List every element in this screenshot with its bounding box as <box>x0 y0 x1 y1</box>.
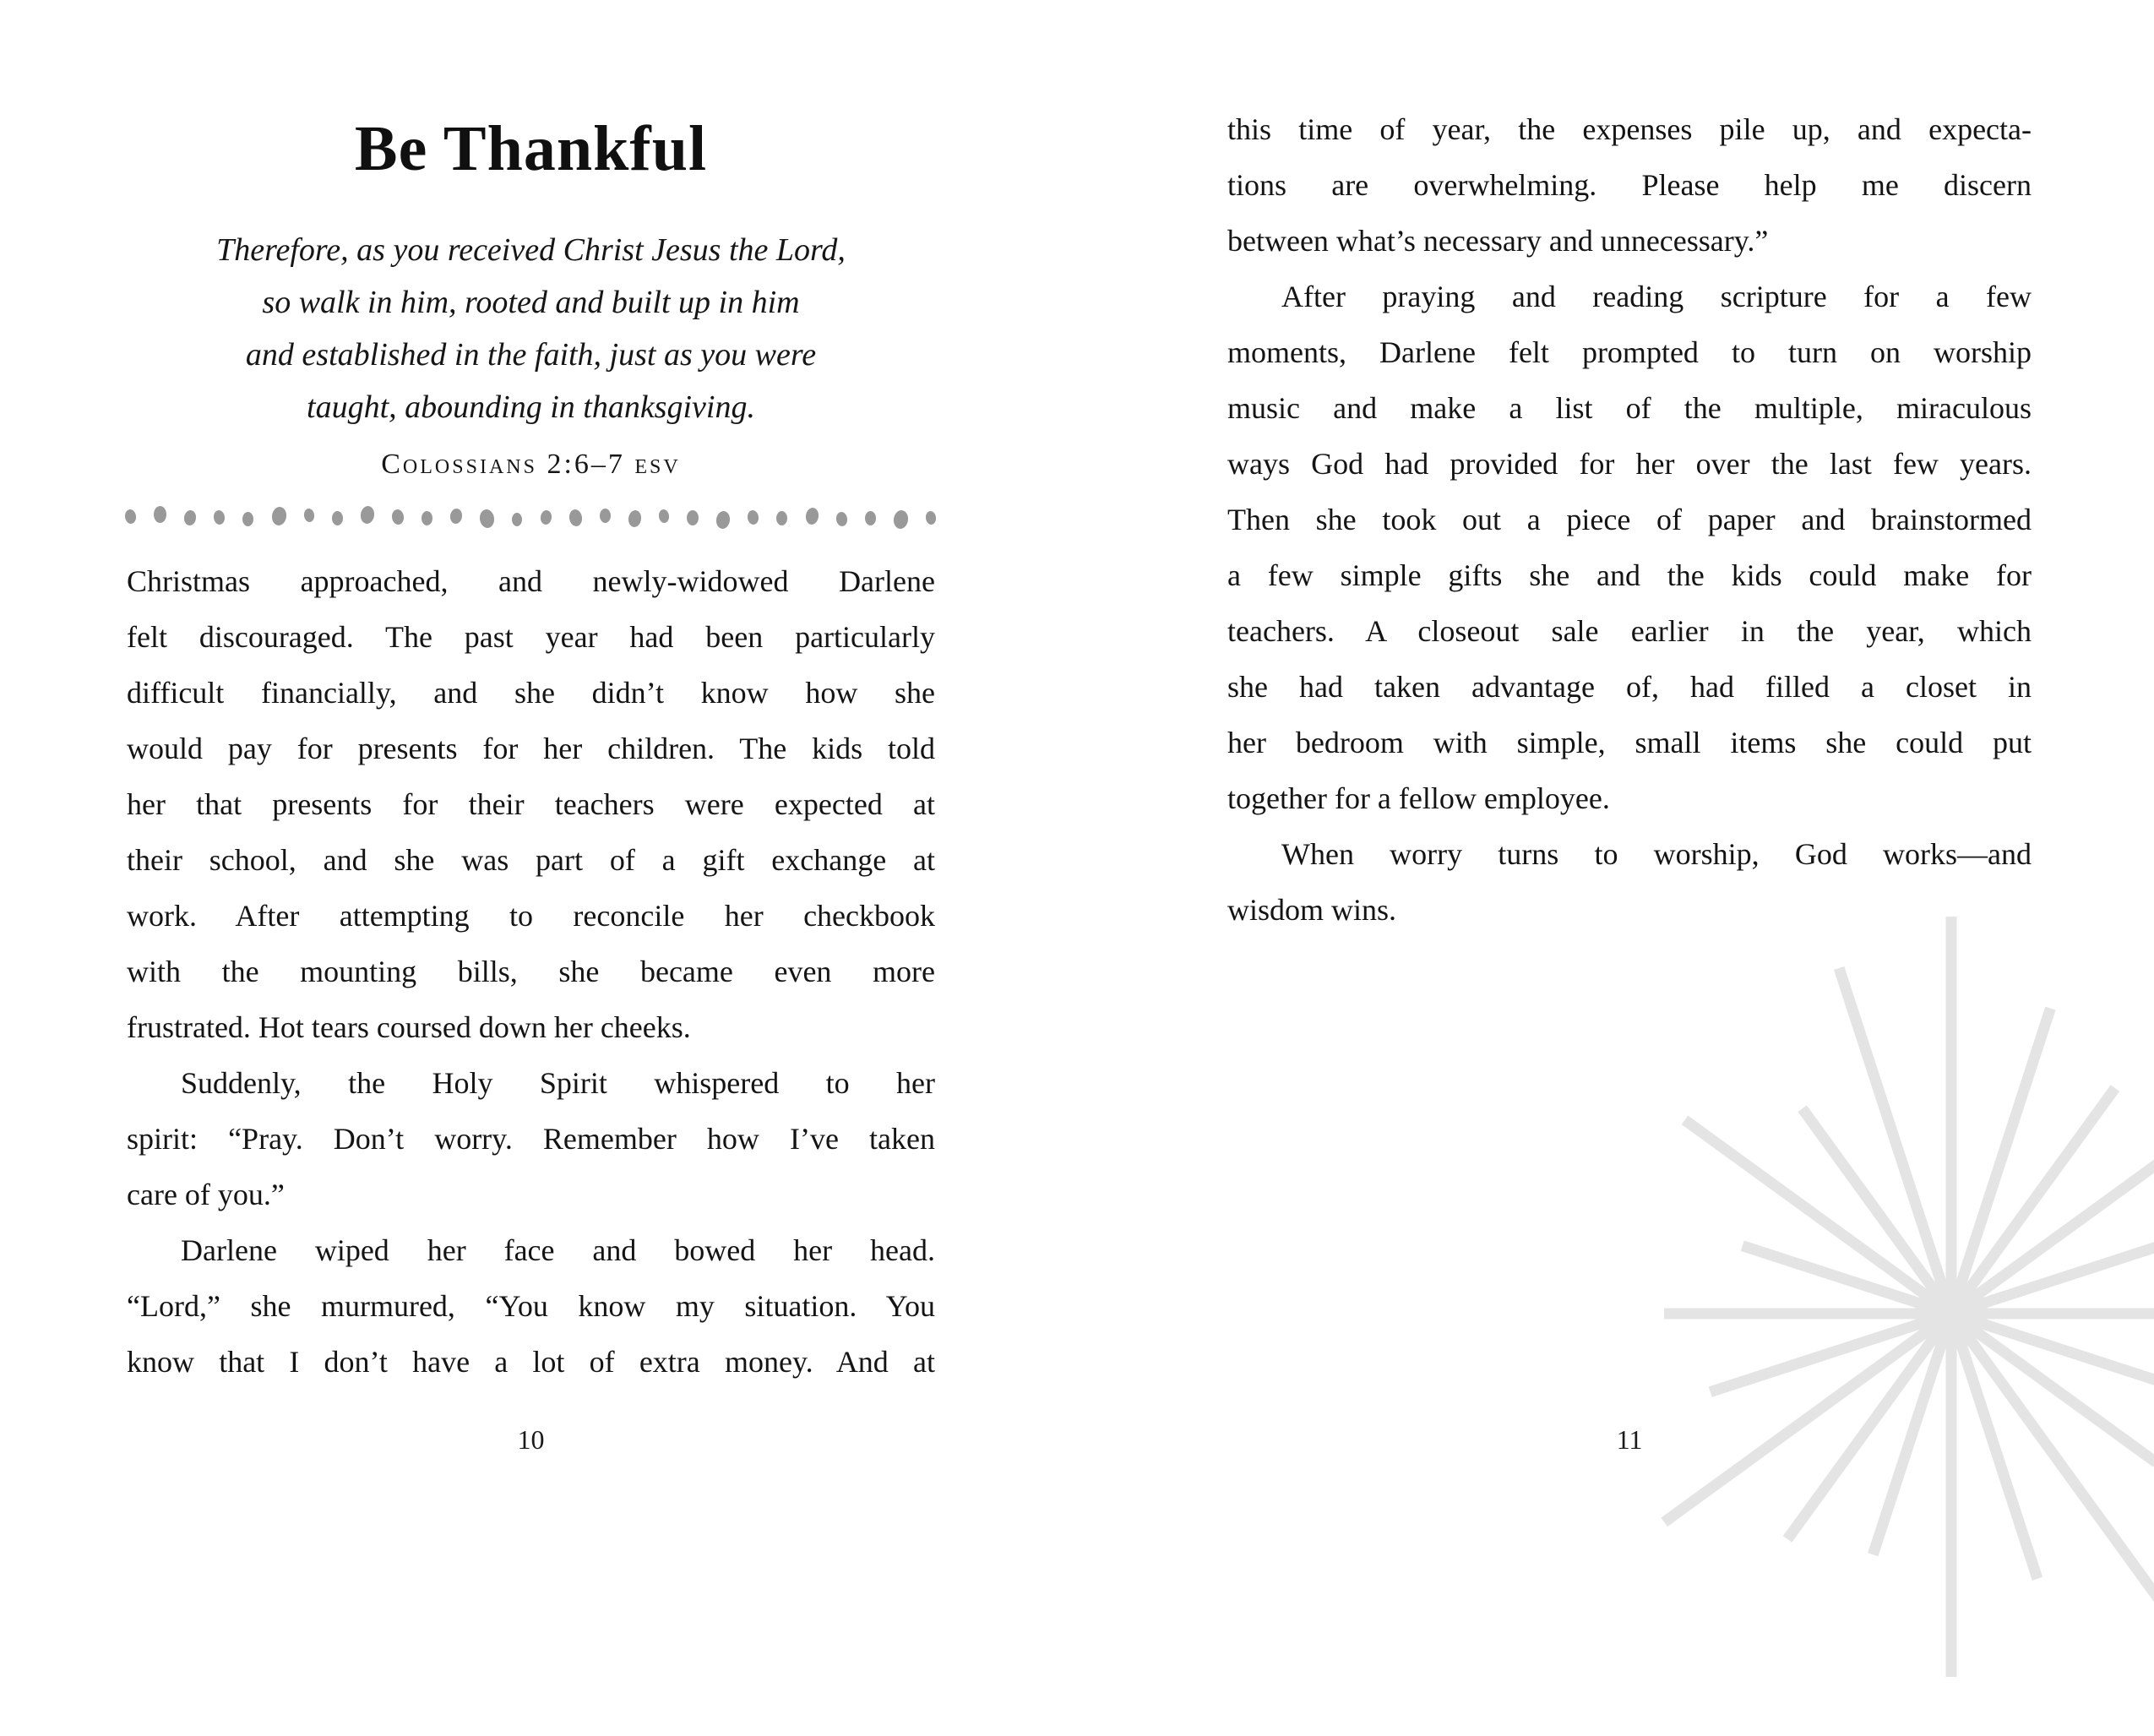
divider-dot <box>124 509 137 525</box>
divider-dot <box>776 511 787 525</box>
divider-dot <box>242 512 253 526</box>
divider-dot <box>835 511 848 527</box>
text-line: work. After attempting to reconcile her checkbook <box>127 899 935 933</box>
chapter-title: Be Thankful <box>354 113 708 184</box>
text-line: Darlene wiped her face and bowed her head. <box>181 1233 935 1267</box>
divider-dot <box>332 511 343 525</box>
text-line: care of you.” <box>127 1178 285 1211</box>
text-line: Suddenly, the Holy Spirit whispered to her <box>181 1066 935 1100</box>
text-line: taught, abounding in thanksgiving. <box>307 389 755 425</box>
text-line: felt discouraged. The past year had been particularly <box>127 620 935 654</box>
divider-dot <box>422 511 432 525</box>
divider-dot <box>865 511 876 525</box>
divider-dot <box>658 509 670 524</box>
page-right <box>1077 0 2154 1521</box>
divider-dot <box>270 506 287 526</box>
text-line: tions are overwhelming. Please help me discern <box>1227 168 2032 202</box>
scripture-quote <box>127 224 935 433</box>
divider-dot <box>600 509 611 523</box>
page-number-right: 11 <box>1616 1424 1643 1455</box>
text-line: ways God had provided for her over the last few years. <box>1227 447 2032 481</box>
page-number-left: 10 <box>517 1424 545 1455</box>
divider-dot <box>154 506 166 523</box>
divider-dot <box>303 508 315 523</box>
text-line: Therefore, as you received Christ Jesus the Lord, <box>216 232 846 268</box>
text-line: and established in the faith, just as you were <box>245 337 817 373</box>
body-text-left <box>127 553 935 1390</box>
divider-dot <box>687 510 699 525</box>
divider-dot <box>925 510 937 525</box>
divider-dot <box>449 508 463 525</box>
divider-dot <box>512 513 522 526</box>
divider-dot <box>391 509 405 525</box>
page-left <box>0 0 1077 1521</box>
divider-dot <box>747 509 759 525</box>
text-line: between what’s necessary and unnecessary.” <box>1227 224 1769 258</box>
text-line: wisdom wins. <box>1227 893 1397 927</box>
divider-dot <box>568 509 583 527</box>
text-line: difficult financially, and she didn’t know how she <box>127 676 935 710</box>
text-line: frustrated. Hot tears coursed down her cheeks. <box>127 1010 691 1044</box>
text-line: When worry turns to worship, God works—and <box>1281 837 2032 871</box>
text-line: “Lord,” she murmured, “You know my situation. You <box>127 1289 935 1323</box>
text-line: her bedroom with simple, small items she could put <box>1227 726 2032 759</box>
text-line: know that I don’t have a lot of extra money. And at <box>127 1345 935 1379</box>
text-line: Christmas approached, and newly-widowed Darlene <box>127 564 935 598</box>
scripture-reference: Colossians 2:6–7 esv <box>381 449 681 480</box>
divider-dot <box>715 509 732 529</box>
text-line: moments, Darlene felt prompted to turn on worship <box>1227 335 2032 369</box>
text-line: Then she took out a piece of paper and brainstormed <box>1227 503 2032 536</box>
text-line: After praying and reading scripture for a few <box>1281 280 2032 313</box>
text-line: her that presents for their teachers were expected at <box>127 787 935 821</box>
divider-dot <box>479 509 496 529</box>
divider-dot <box>539 509 552 525</box>
text-line: so walk in him, rooted and built up in him <box>262 285 800 320</box>
text-line: music and make a list of the multiple, miraculous <box>1227 391 2032 425</box>
text-line: teachers. A closeout sale earlier in the year, which <box>1227 614 2032 648</box>
divider-dot <box>213 509 226 525</box>
text-line: a few simple gifts she and the kids could make for <box>1227 558 2032 592</box>
text-line: together for a fellow employee. <box>1227 781 1610 815</box>
divider-dot <box>359 504 375 524</box>
text-line: with the mounting bills, she became even more <box>127 955 935 988</box>
text-line: this time of year, the expenses pile up, and expecta- <box>1227 112 2032 146</box>
text-line: would pay for presents for her children. The kids told <box>127 732 935 765</box>
text-line: spirit: “Pray. Don’t worry. Remember how I’ve taken <box>127 1122 935 1156</box>
text-line: their school, and she was part of a gift exchange at <box>127 843 935 877</box>
divider-dot <box>183 509 197 526</box>
divider-dot <box>892 509 909 530</box>
body-text-right <box>1227 101 2032 938</box>
divider-dot <box>804 507 819 525</box>
text-line: she had taken advantage of, had filled a closet in <box>1227 670 2032 704</box>
divider-dot <box>628 509 643 528</box>
starburst-icon <box>1529 891 2154 1736</box>
dotted-divider <box>125 507 936 529</box>
